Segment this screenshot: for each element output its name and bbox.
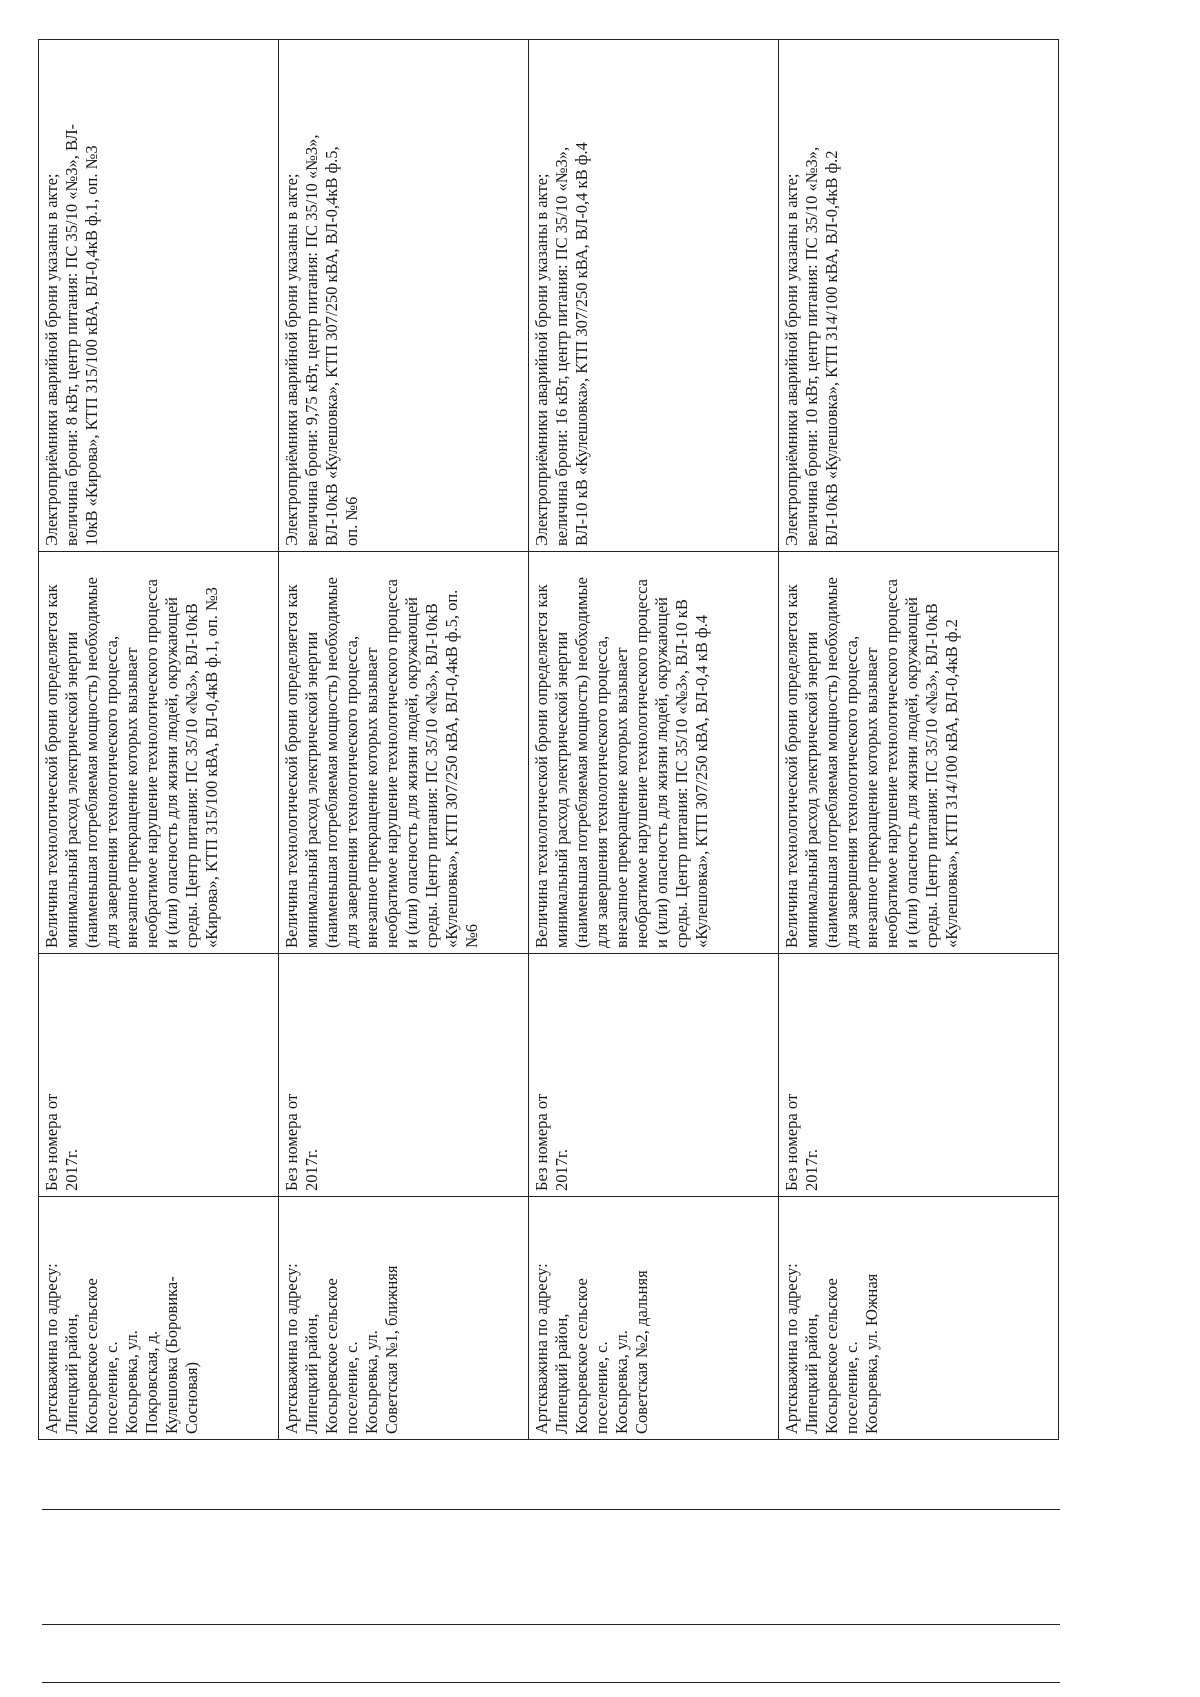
- cell-text-line: величина брони: 8 кВт, центр питания: ПС 35/10 «№3», ВЛ-: [62, 123, 81, 546]
- cell-text-line: для завершения технологического процесса,: [592, 635, 611, 948]
- cell-text-line: среды. Центр питания: ПС 35/10 «№3», ВЛ-10кВ: [422, 603, 441, 948]
- cell-text-line: минимальный расход электрической энергии: [802, 631, 821, 948]
- cell-text-line: Артскважина по адресу:: [782, 1263, 801, 1434]
- cell-text-line: ВЛ-10кВ «Кулешовка», КТП 314/100 кВА, ВЛ-0,4кВ ф.2: [822, 150, 841, 546]
- cell-text-line: величина брони: 10 кВт, центр питания: ПС 35/10 «№3»,: [802, 146, 821, 546]
- cell-text-line: внезапное прекращение которых вызывает: [122, 647, 141, 948]
- address-cell: [779, 1197, 1059, 1440]
- cell-text-line: 2017г.: [62, 1148, 81, 1191]
- cell-text-line: Электроприёмники аварийной брони указаны в акте;: [282, 173, 301, 546]
- cell-text-line: Косыревка, ул.: [362, 1330, 381, 1434]
- emergency-reserve-cell: [279, 40, 529, 552]
- cell-text-line: 2017г.: [302, 1148, 321, 1191]
- cell-text-line: для завершения технологического процесса,: [342, 635, 361, 948]
- cell-text-line: 2017г.: [552, 1148, 571, 1191]
- cell-text-line: среды. Центр питания: ПС 35/10 «№3», ВЛ-10кВ: [182, 603, 201, 948]
- cell-text-line: Артскважина по адресу:: [532, 1263, 551, 1434]
- cell-text-line: №6: [462, 924, 481, 948]
- horizontal-rule: [42, 1682, 1060, 1683]
- cell-text-line: Без номера от: [282, 1093, 301, 1191]
- cell-text-line: Липецкий район,: [552, 1313, 571, 1434]
- cell-text-line: минимальный расход электрической энергии: [62, 631, 81, 948]
- horizontal-rule: [42, 1509, 1060, 1510]
- cell-text-line: (наименьшая потребляемая мощность) необходимые: [82, 577, 101, 948]
- emergency-reserve-cell: [779, 40, 1059, 552]
- cell-text-line: Артскважина по адресу:: [282, 1263, 301, 1434]
- cell-text-line: Величина технологической брони определяется как: [532, 584, 551, 948]
- tech-reserve-cell: [39, 552, 279, 954]
- act-cell: [779, 954, 1059, 1197]
- address-cell: [279, 1197, 529, 1440]
- cell-text-line: необратимое нарушение технологического процесса: [382, 579, 401, 948]
- cell-text-line: среды. Центр питания: ПС 35/10 «№3», ВЛ-10кВ: [922, 603, 941, 948]
- horizontal-rule: [42, 1624, 1060, 1625]
- cell-text-line: Без номера от: [532, 1093, 551, 1191]
- cell-text-line: Косыревское сельское: [822, 1278, 841, 1434]
- cell-text-line: и (или) опасность для жизни людей, окружающей: [652, 596, 671, 948]
- cell-text-line: Косыревка, ул. Южная: [862, 1273, 881, 1434]
- cell-text-line: (наименьшая потребляемая мощность) необходимые: [822, 577, 841, 948]
- cell-text-line: минимальный расход электрической энергии: [302, 631, 321, 948]
- cell-text-line: поселение, с.: [102, 1341, 121, 1434]
- cell-text-line: среды. Центр питания: ПС 35/10 «№3», ВЛ-10 кВ: [672, 599, 691, 948]
- tech-reserve-cell: [779, 552, 1059, 954]
- emergency-reserve-cell: [39, 40, 279, 552]
- cell-text-line: необратимое нарушение технологического процесса: [142, 579, 161, 948]
- cell-text-line: Покровская, д.: [142, 1330, 161, 1434]
- cell-text-line: поселение, с.: [342, 1341, 361, 1434]
- table-row: [779, 40, 1059, 1440]
- cell-text-line: Косыревское сельское: [572, 1278, 591, 1434]
- cell-text-line: Косыревка, ул.: [122, 1330, 141, 1434]
- cell-text-line: Без номера от: [42, 1093, 61, 1191]
- cell-text-line: оп. №6: [342, 496, 361, 546]
- cell-text-line: величина брони: 9,75 кВт, центр питания: ПС 35/10 «№3»,: [302, 134, 321, 546]
- cell-text-line: Липецкий район,: [62, 1313, 81, 1434]
- cell-text-line: Косыревское сельское: [82, 1278, 101, 1434]
- cell-text-line: внезапное прекращение которых вызывает: [862, 647, 881, 948]
- act-cell: [279, 954, 529, 1197]
- emergency-reserve-cell: [529, 40, 779, 552]
- cell-text-line: (наименьшая потребляемая мощность) необходимые: [322, 577, 341, 948]
- power-reserve-table: [38, 39, 1059, 1440]
- address-cell: [529, 1197, 779, 1440]
- rotated-page-content: [38, 40, 1058, 1440]
- tech-reserve-cell: [529, 552, 779, 954]
- address-cell: [39, 1197, 279, 1440]
- cell-text-line: минимальный расход электрической энергии: [552, 631, 571, 948]
- cell-text-line: 10кВ «Кирова», КТП 315/100 кВА, ВЛ-0,4кВ ф.1, оп. №3: [82, 145, 101, 546]
- cell-text-line: Косыревка, ул.: [612, 1330, 631, 1434]
- cell-text-line: поселение, с.: [592, 1341, 611, 1434]
- cell-text-line: для завершения технологического процесса,: [102, 635, 121, 948]
- cell-text-line: Липецкий район,: [302, 1313, 321, 1434]
- cell-text-line: необратимое нарушение технологического процесса: [632, 579, 651, 948]
- cell-text-line: ВЛ-10кВ «Кулешовка», КТП 307/250 кВА, ВЛ-0,4кВ ф.5,: [322, 146, 341, 546]
- cell-text-line: Сосновая): [182, 1361, 201, 1434]
- cell-text-line: и (или) опасность для жизни людей, окружающей: [902, 596, 921, 948]
- cell-text-line: и (или) опасность для жизни людей, окружающей: [402, 596, 421, 948]
- cell-text-line: 2017г.: [802, 1148, 821, 1191]
- cell-text-line: «Кулешовка», КТП 314/100 кВА, ВЛ-0,4кВ ф.2: [942, 619, 961, 948]
- cell-text-line: величина брони: 16 кВт, центр питания: ПС 35/10 «№3»,: [552, 146, 571, 546]
- cell-text-line: внезапное прекращение которых вызывает: [612, 647, 631, 948]
- cell-text-line: для завершения технологического процесса,: [842, 635, 861, 948]
- cell-text-line: Величина технологической брони определяется как: [782, 584, 801, 948]
- cell-text-line: необратимое нарушение технологического процесса: [882, 579, 901, 948]
- cell-text-line: Величина технологической брони определяется как: [42, 584, 61, 948]
- table-row: [39, 40, 279, 1440]
- cell-text-line: Советская №2, дальняя: [632, 1270, 651, 1434]
- cell-text-line: Величина технологической брони определяется как: [282, 584, 301, 948]
- cell-text-line: Липецкий район,: [802, 1313, 821, 1434]
- cell-text-line: (наименьшая потребляемая мощность) необходимые: [572, 577, 591, 948]
- table-row: [529, 40, 779, 1440]
- cell-text-line: «Кулешовка», КТП 307/250 кВА, ВЛ-0,4 кВ ф.4: [692, 615, 711, 948]
- act-cell: [39, 954, 279, 1197]
- cell-text-line: и (или) опасность для жизни людей, окружающей: [162, 596, 181, 948]
- cell-text-line: Электроприёмники аварийной брони указаны в акте;: [532, 173, 551, 546]
- cell-text-line: поселение, с.: [842, 1341, 861, 1434]
- cell-text-line: «Кирова», КТП 315/100 кВА, ВЛ-0,4кВ ф.1, оп. №3: [202, 587, 221, 948]
- cell-text-line: Артскважина по адресу:: [42, 1263, 61, 1434]
- cell-text-line: Электроприёмники аварийной брони указаны в акте;: [42, 173, 61, 546]
- cell-text-line: Электроприёмники аварийной брони указаны в акте;: [782, 173, 801, 546]
- cell-text-line: Советская №1, ближняя: [382, 1265, 401, 1434]
- act-cell: [529, 954, 779, 1197]
- tech-reserve-cell: [279, 552, 529, 954]
- cell-text-line: внезапное прекращение которых вызывает: [362, 647, 381, 948]
- cell-text-line: «Кулешовка», КТП 307/250 кВА, ВЛ-0,4кВ ф.5, оп.: [442, 589, 461, 948]
- cell-text-line: Кулешовка (Боровика-: [162, 1276, 181, 1434]
- cell-text-line: Без номера от: [782, 1093, 801, 1191]
- table-row: [279, 40, 529, 1440]
- cell-text-line: Косыревское сельское: [322, 1278, 341, 1434]
- cell-text-line: ВЛ-10 кВ «Кулешовка», КТП 307/250 кВА, ВЛ-0,4 кВ ф.4: [572, 142, 591, 546]
